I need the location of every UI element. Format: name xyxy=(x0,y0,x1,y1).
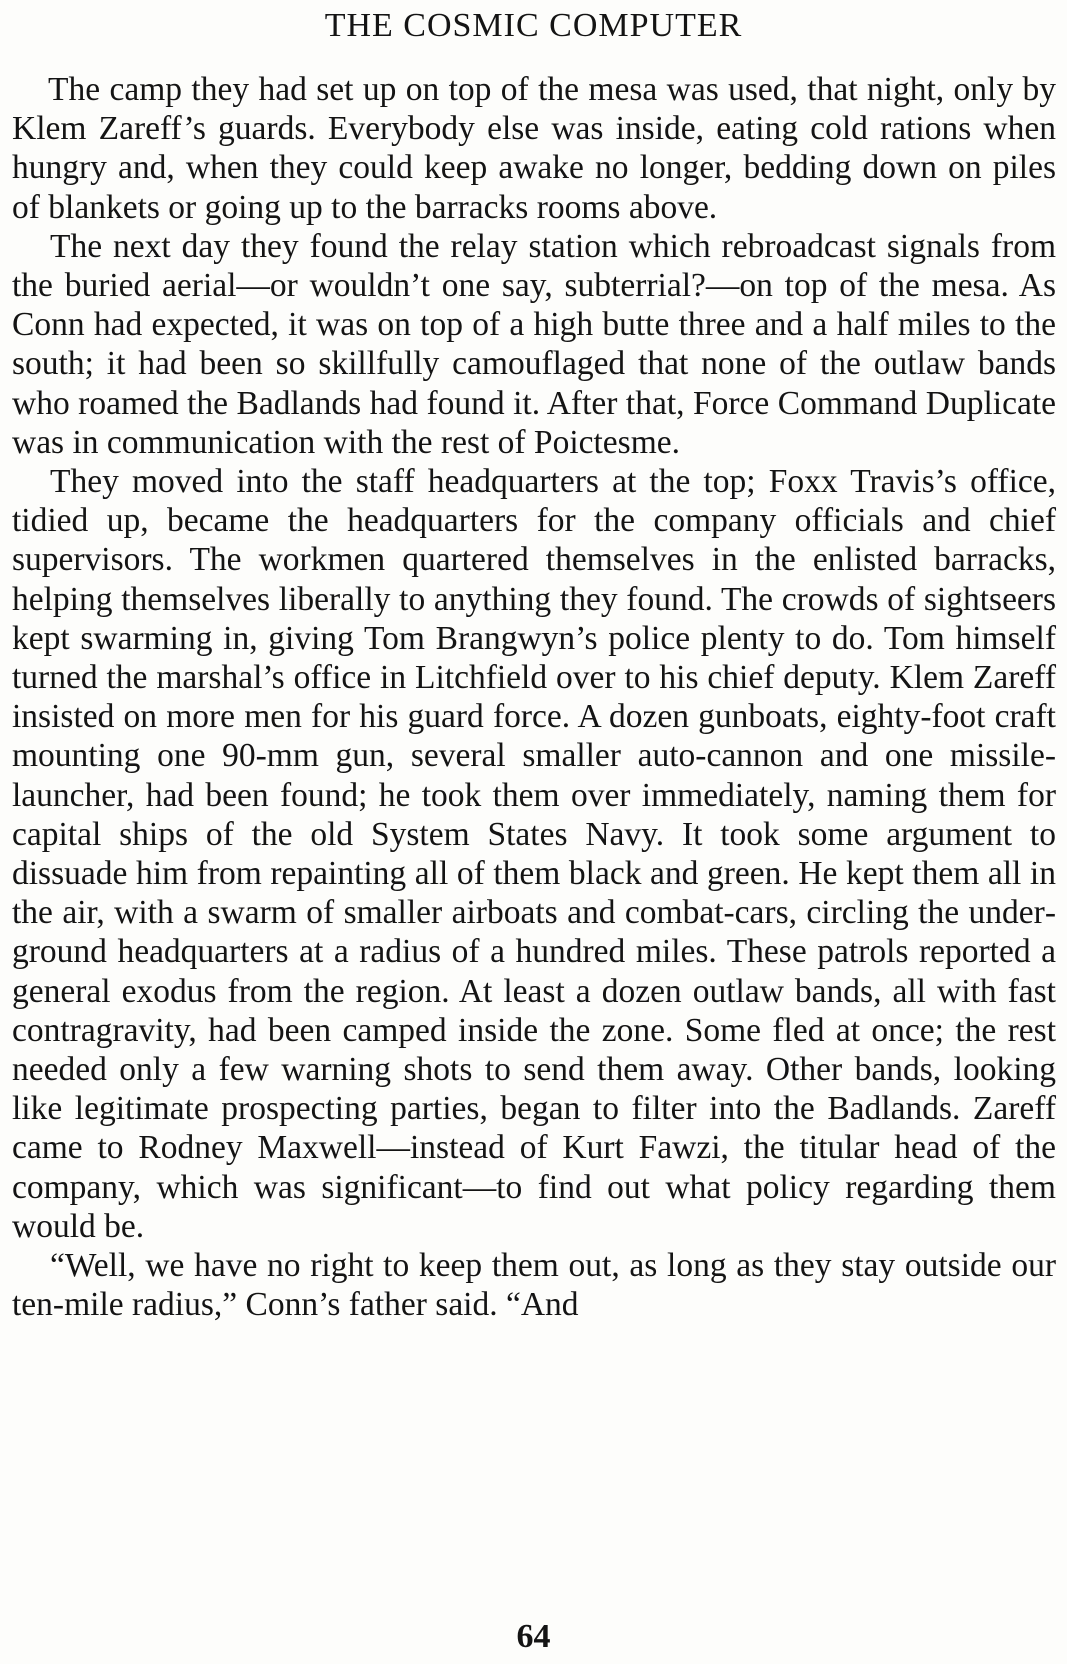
page-number: 64 xyxy=(516,1618,551,1655)
paragraph: The camp they had set up on top of the mesa was used, that night, only by Klem Zareff’s guards. Everybody else was inside, eating cold rations when hungry and, when they could keep awake no longer, bedding down on piles of blankets or going up to the barracks rooms above. xyxy=(12,71,1056,226)
running-head: THE COSMIC COMPUTER xyxy=(324,7,743,44)
paragraph: “Well, we have no right to keep them out, as long as they stay outside our ten-mile radius,” Conn’s father said. “And xyxy=(12,1247,1056,1324)
paragraph: The next day they found the relay station which rebroadcast signals from the buried aerial—or wouldn’t one say, subterrial?—on top of the mesa. As Conn had expected, it was on top of a high butte three and a half miles to the south; it had been so skillfully camouflaged that none of the outlaw bands who roamed the Badlands had found it. After that, Force Command Duplicate was in communication with the rest of Poictesme. xyxy=(12,227,1056,461)
body-text xyxy=(12,70,1056,1325)
paragraph: They moved into the staff headquarters at the top; Foxx Travis’s office, tidied up, became the headquarters for the company officials and chief supervisors. The workmen quartered themselves in the enlisted barracks, helping themselves liberally to anything they found. The crowds of sightseers kept swarming in, giving Tom Brangwyn’s police plenty to do. Tom himself turned the marshal’s office in Litchfield over to his chief deputy. Klem Zareff insisted on more men for his guard force. A dozen gunboats, eighty-foot craft mounting one 90-mm gun, several smaller auto-cannon and one missilelauncher, had been found; he took them over immediately, naming them for capital ships of the old System States Navy. It took some argument to dissuade him from repainting all of them black and green. He kept them all in the air, with a swarm of smaller airboats and combat-cars, circling the underground headquarters at a radius of a hundred miles. These patrols reported a general exodus from the region. At least a dozen outlaw bands, all with fast contragravity, had been camped inside the zone. Some fled at once; the rest needed only a few warning shots to send them away. Other bands, looking like legitimate prospecting parties, began to filter into the Badlands. Zareff came to Rodney Maxwell—instead of Kurt Fawzi, the titular head of the company, which was significant—to find out what policy regarding them would be. xyxy=(12,463,1056,1245)
